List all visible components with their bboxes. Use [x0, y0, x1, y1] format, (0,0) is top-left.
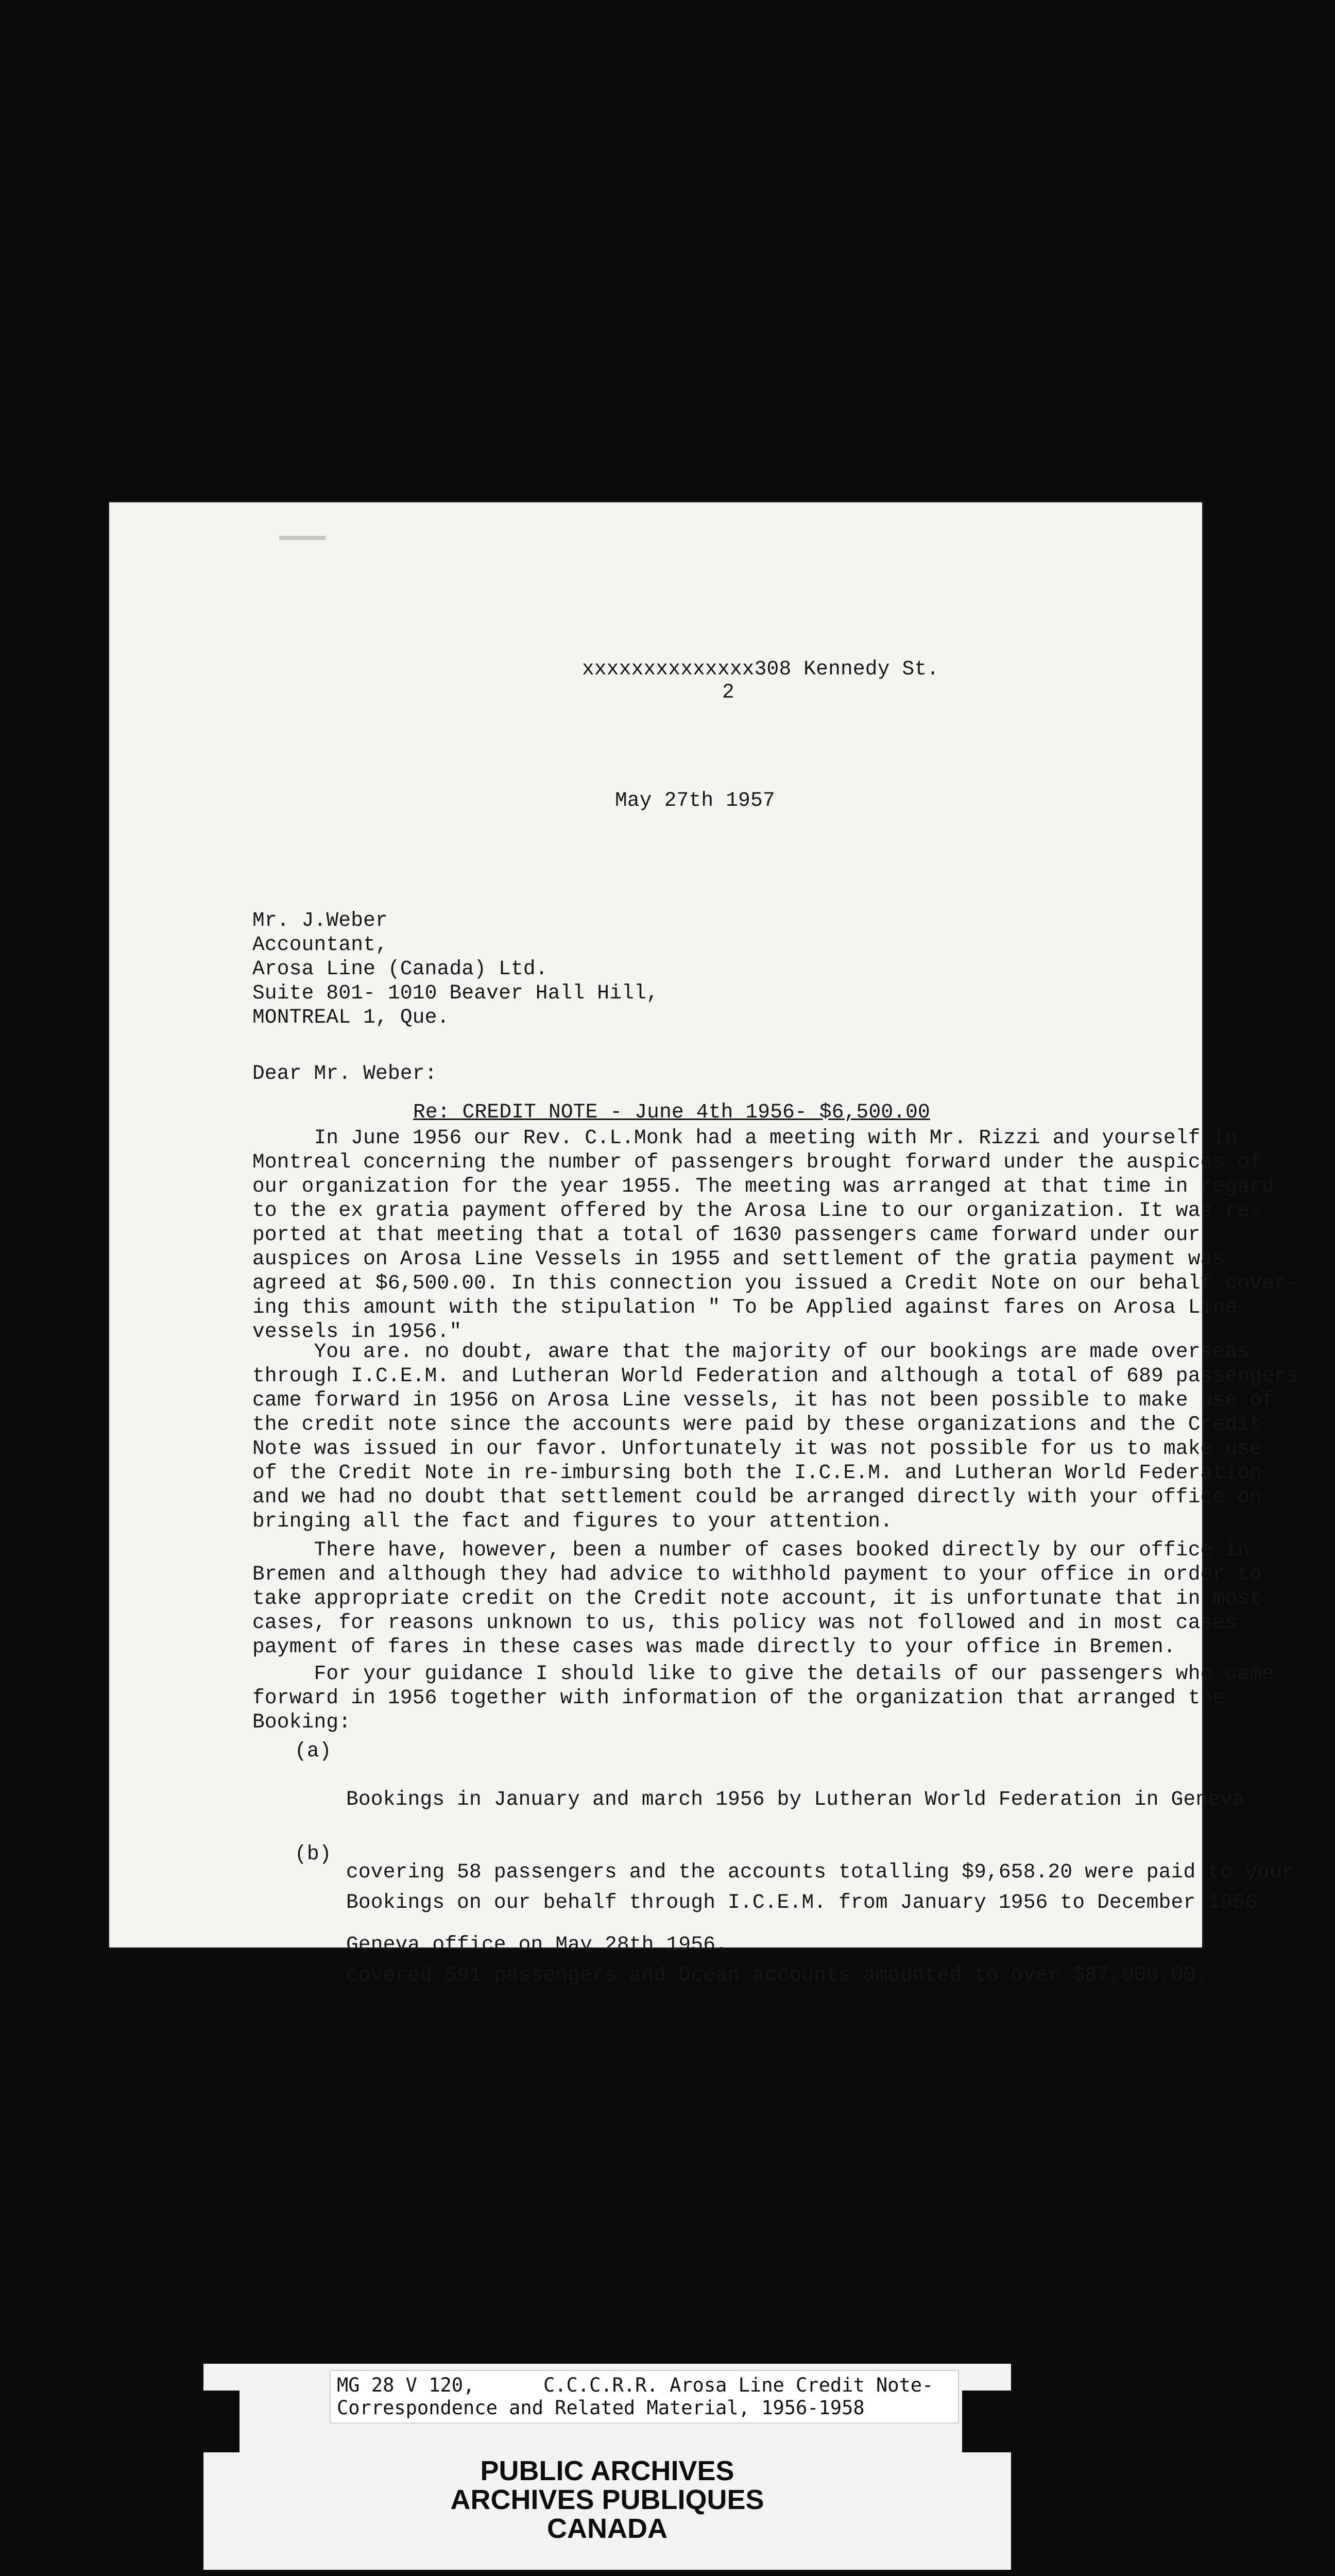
text-line: forward in 1956 together with information of the organization that arranged the [252, 1686, 1225, 1709]
label-notch [962, 2391, 1011, 2452]
text-line: to the ex gratia payment offered by the Arosa Line to our organization. It was re- [252, 1199, 1262, 1222]
text-line: vessels in 1956." [252, 1320, 462, 1343]
letter-page [109, 502, 1299, 1987]
letter-date: May 27th 1957 [615, 789, 775, 812]
paragraph-bremen [252, 1538, 1262, 1659]
text-line: bringing all the fact and figures to your attention. [252, 1510, 893, 1533]
text-line: In June 1956 our Rev. C.L.Monk had a meeting with Mr. Rizzi and yourself in [252, 1126, 1238, 1149]
catalog-reference [330, 2370, 959, 2424]
recipient-line: Mr. J.Weber [252, 909, 388, 932]
recipient-line: MONTREAL 1, Que. [252, 1006, 450, 1029]
archive-country: CANADA [547, 2513, 668, 2544]
archive-name-french: ARCHIVES PUBLIQUES [450, 2484, 764, 2515]
item-label: (b) [295, 1842, 332, 1866]
text-line: of the Credit Note in re-imbursing both the I.C.E.M. and Lutheran World Federation [252, 1461, 1262, 1484]
text-line: agreed at $6,500.00. In this connection you issued a Credit Note on our behalf cover- [252, 1272, 1299, 1295]
text-line: cases, for reasons unknown to us, this policy was not followed and in most cases [252, 1611, 1238, 1634]
paragraph-meeting [252, 1126, 1299, 1344]
archive-name-block [203, 2456, 1011, 2543]
salutation: Dear Mr. Weber: [252, 1062, 437, 1085]
text-line: through I.C.E.M. and Lutheran World Federation and although a total of 689 passengers [252, 1364, 1299, 1387]
letterhead-address: xxxxxxxxxxxxxx308 Kennedy St. [582, 657, 939, 681]
archive-name-english: PUBLIC ARCHIVES [480, 2455, 734, 2486]
text-line: Bremen and although they had advice to withhold payment to your office in order to [252, 1563, 1262, 1586]
paragraph-guidance [252, 1662, 1274, 1734]
text-line: came forward in 1956 on Arosa Line vessels, it has not been possible to make use of [252, 1388, 1275, 1412]
text-line: You are. no doubt, aware that the majority of our bookings are made overseas [252, 1340, 1250, 1363]
text-line: There have, however, been a number of cases booked directly by our office in [252, 1538, 1250, 1562]
recipient-address [252, 908, 659, 1029]
subject-line: Re: CREDIT NOTE - June 4th 1956- $6,500.00 [413, 1100, 930, 1124]
text-line: covered 591 passengers and Ocean accounts amounted to over $87,000.00. [346, 1963, 1208, 1987]
text-line: and we had no doubt that settlement could be arranged directly with your office on [252, 1485, 1262, 1509]
label-notch [203, 2391, 239, 2452]
catalog-line: Correspondence and Related Material, 1956-1958 [337, 2397, 865, 2419]
recipient-line: Suite 801- 1010 Beaver Hall Hill, [252, 981, 659, 1005]
text-line: Booking: [252, 1710, 351, 1734]
text-line: ported at that meeting that a total of 1630 passengers came forward under our [252, 1223, 1201, 1246]
text-line: Geneva office on May 28th 1956. [346, 1933, 728, 1956]
catalog-text [337, 2374, 933, 2419]
text-line: take appropriate credit on the Credit note account, it is unfortunate that in most [252, 1587, 1262, 1610]
item-label: (a) [295, 1739, 332, 1762]
recipient-line: Accountant, [252, 933, 388, 956]
text-line: Montreal concerning the number of passengers brought forward under the auspices of [252, 1150, 1262, 1174]
recipient-line: Arosa Line (Canada) Ltd. [252, 957, 548, 980]
text-line: auspices on Arosa Line Vessels in 1955 and settlement of the gratia payment was [252, 1247, 1225, 1270]
text-line: For your guidance I should like to give the details of our passengers who came [252, 1662, 1275, 1685]
text-line: covering 58 passengers and the accounts totalling $9,658.20 were paid to your [346, 1860, 1294, 1884]
text-line: Note was issued in our favor. Unfortunately it was not possible for us to make use [252, 1437, 1262, 1460]
text-line: the credit note since the accounts were paid by these organizations and the Credit [252, 1413, 1262, 1436]
scan-mark [279, 536, 326, 540]
text-line: Bookings on our behalf through I.C.E.M. from January 1956 to December 1956 [346, 1891, 1257, 1914]
text-line: Bookings in January and march 1956 by Lutheran World Federation in Geneva [346, 1788, 1245, 1811]
paragraph-bookings [252, 1340, 1299, 1533]
catalog-line: MG 28 V 120, C.C.C.R.R. Arosa Line Credit Note- [337, 2374, 934, 2396]
text-line: ing this amount with the stipulation " To be Applied against fares on Arosa Line [252, 1296, 1238, 1319]
item-body [346, 1842, 1257, 2036]
text-line: our organization for the year 1955. The meeting was arranged at that time in regard [252, 1175, 1275, 1198]
text-line: payment of fares in these cases was made directly to your office in Bremen. [252, 1635, 1176, 1658]
page-number: 2 [722, 681, 734, 704]
